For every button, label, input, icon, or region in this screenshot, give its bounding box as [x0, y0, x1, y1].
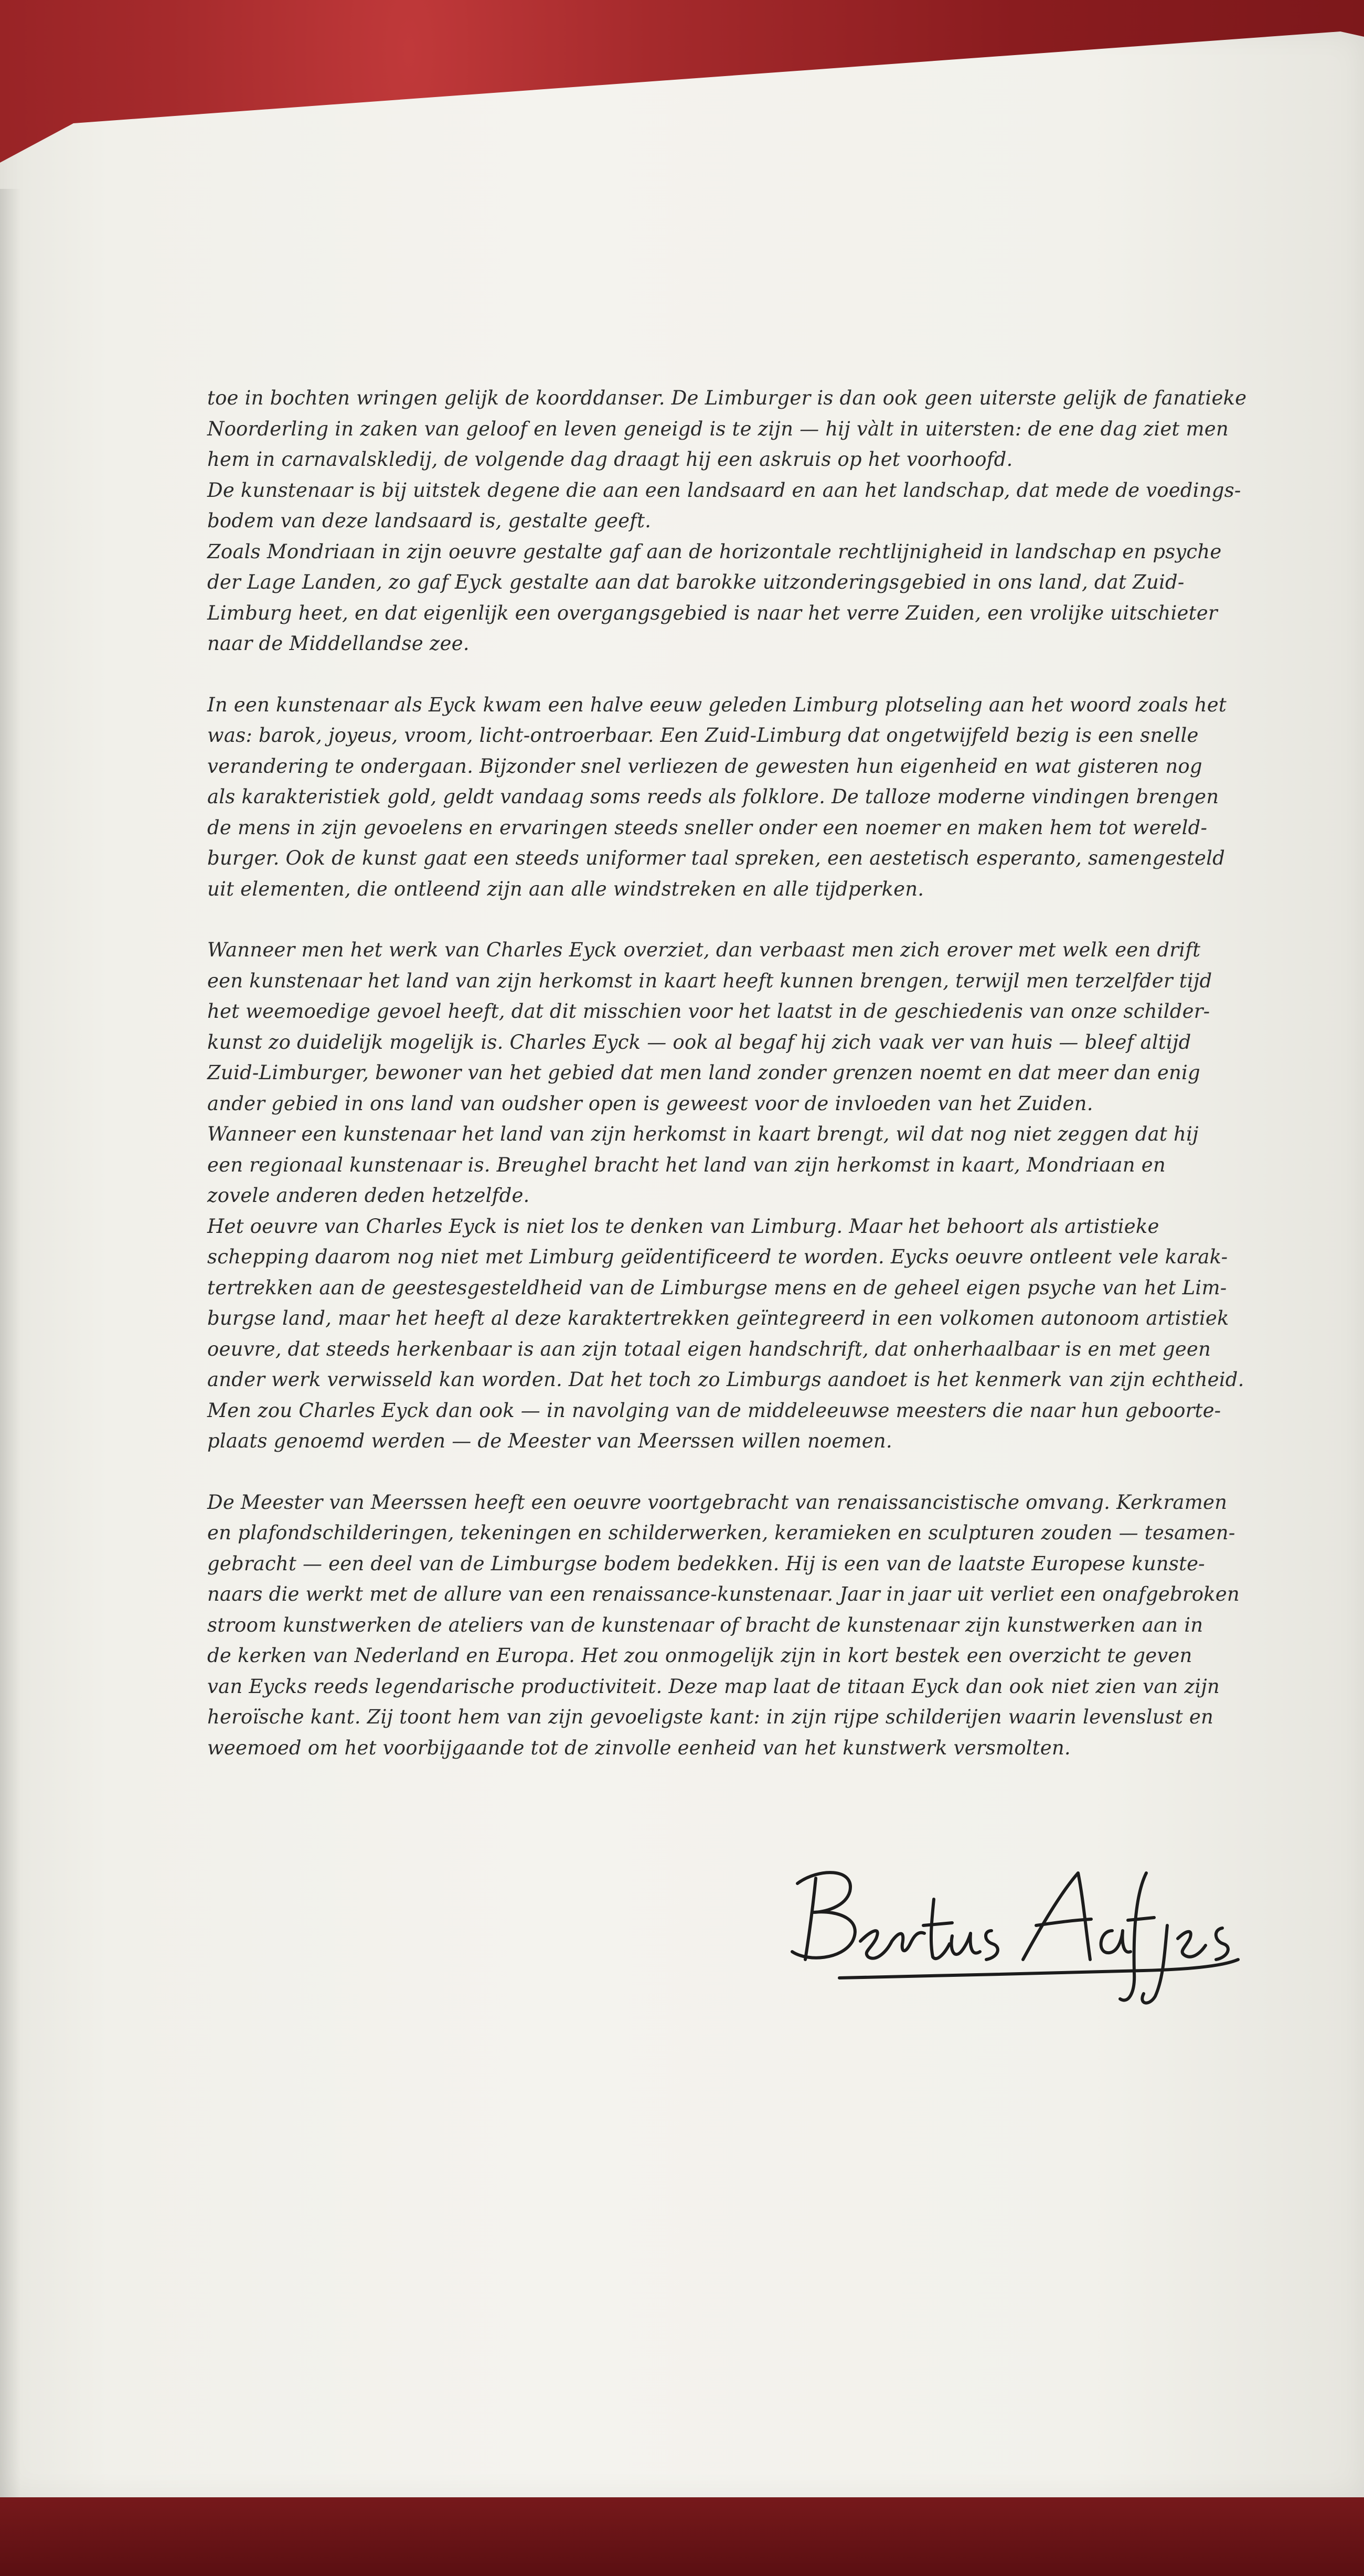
text-line: naar de Middellandse zee.	[207, 632, 470, 655]
text-line: oeuvre, dat steeds herkenbaar is aan zijn totaal eigen handschrift, dat onherhaalbaar is en met geen	[207, 1337, 1211, 1360]
text-line: tertrekken aan de geestesgesteldheid van de Limburgse mens en de geheel eigen psyche van het Lim-	[207, 1276, 1227, 1299]
text-line: kunst zo duidelijk mogelijk is. Charles Eyck — ook al begaf hij zich vaak ver van huis — bleef altijd	[207, 1030, 1191, 1053]
text-line: der Lage Landen, zo gaf Eyck gestalte aan dat barokke uitzonderingsgebied in ons land, dat Zuid-	[207, 571, 1185, 593]
text-line: In een kunstenaar als Eyck kwam een halve eeuw geleden Limburg plotseling aan het woord zoals het	[207, 693, 1227, 716]
text-line: de kerken van Nederland en Europa. Het zou onmogelijk zijn in kort bestek een overzicht te geven	[207, 1644, 1192, 1667]
paragraph-1	[207, 383, 1247, 659]
text-line: De Meester van Meerssen heeft een oeuvre voortgebracht van renaissancistische omvang. Kerkramen	[207, 1491, 1228, 1514]
text-line: Wanneer men het werk van Charles Eyck overziet, dan verbaast men zich erover met welk een drift	[207, 939, 1201, 961]
text-line: de mens in zijn gevoelens en ervaringen steeds sneller onder een noemer en maken hem tot wereld-	[207, 816, 1208, 839]
text-line: hem in carnavalskledij, de volgende dag draagt hij een askruis op het voorhoofd.	[207, 448, 1013, 471]
text-line: De kunstenaar is bij uitstek degene die aan een landsaard en aan het landschap, dat mede de voedings-	[207, 478, 1241, 502]
text-line: het weemoedige gevoel heeft, dat dit misschien voor het laatst in de geschiedenis van onze schilder-	[207, 1000, 1210, 1023]
paragraph-4	[207, 1487, 1240, 1764]
text-line: burgse land, maar het heeft al deze karaktertrekken geïntegreerd in een volkomen autonoom artistiek	[207, 1307, 1229, 1329]
text-line: een kunstenaar het land van zijn herkomst in kaart heeft kunnen brengen, terwijl men terzelfder tijd	[207, 969, 1212, 992]
text-line: Men zou Charles Eyck dan ook — in navolging van de middeleeuwse meesters die naar hun geboorte-	[207, 1399, 1221, 1422]
text-line: Zuid-Limburger, bewoner van het gebied dat men land zonder grenzen noemt en dat meer dan enig	[207, 1061, 1200, 1084]
text-line: schepping daarom nog niet met Limburg geïdentificeerd te worden. Eycks oeuvre ontleent vele karak-	[207, 1246, 1228, 1268]
text-line: Noorderling in zaken van geloof en leven geneigd is te zijn — hij vàlt in uitersten: de ene dag ziet men	[207, 417, 1229, 440]
text-line: Limburg heet, en dat eigenlijk een overgangsgebied is naar het verre Zuiden, een vrolijke uitschieter	[207, 601, 1218, 624]
text-line: naars die werkt met de allure van een renaissance-kunstenaar. Jaar in jaar uit verliet een onafgebroken	[207, 1583, 1240, 1605]
text-line: ander werk verwisseld kan worden. Dat het toch zo Limburgs aandoet is het kenmerk van zijn echtheid.	[207, 1368, 1244, 1391]
text-line: ander gebied in ons land van oudsher open is geweest voor de invloeden van het Zuiden.	[207, 1092, 1093, 1115]
text-line: Wanneer een kunstenaar het land van zijn herkomst in kaart brengt, wil dat nog niet zeggen dat hij	[207, 1123, 1199, 1145]
body-text	[207, 383, 1247, 1794]
text-line: gebracht — een deel van de Limburgse bodem bedekken. Hij is een van de laatste Europese kunste-	[207, 1552, 1205, 1575]
signature-bertus-aafjes	[776, 1852, 1249, 2020]
text-line: weemoed om het voorbijgaande tot de zinvolle eenheid van het kunstwerk versmolten.	[207, 1736, 1071, 1759]
text-line: uit elementen, die ontleend zijn aan alle windstreken en alle tijdperken.	[207, 877, 924, 900]
text-line: Zoals Mondriaan in zijn oeuvre gestalte gaf aan de horizontale rechtlijnigheid in landschap en psyche	[207, 540, 1222, 563]
text-line: verandering te ondergaan. Bijzonder snel verliezen de gewesten hun eigenheid en wat gisteren nog	[207, 754, 1202, 778]
text-line: heroïsche kant. Zij toont hem van zijn gevoeligste kant: in zijn rijpe schilderijen waarin levenslust en	[207, 1706, 1213, 1728]
text-line: stroom kunstwerken de ateliers van de kunstenaar of bracht de kunstenaar zijn kunstwerken aan in	[207, 1613, 1203, 1636]
text-line: een regionaal kunstenaar is. Breughel bracht het land van zijn herkomst in kaart, Mondriaan en	[207, 1153, 1166, 1176]
text-line: Het oeuvre van Charles Eyck is niet los te denken van Limburg. Maar het behoort als artistieke	[207, 1215, 1159, 1238]
text-line: en plafondschilderingen, tekeningen en schilderwerken, keramieken en sculpturen zouden — tesamen-	[207, 1521, 1235, 1544]
text-line: zovele anderen deden hetzelfde.	[207, 1184, 530, 1207]
text-line: van Eycks reeds legendarische productiviteit. Deze map laat de titaan Eyck dan ook niet zien van zijn	[207, 1675, 1220, 1698]
text-line: plaats genoemd werden — de Meester van Meerssen willen noemen.	[207, 1430, 892, 1452]
text-line: was: barok, joyeus, vroom, licht-ontroerbaar. Een Zuid-Limburg dat ongetwijfeld bezig is een snelle	[207, 724, 1199, 747]
page-shadow-edge	[0, 189, 21, 2529]
text-line: burger. Ook de kunst gaat een steeds uniformer taal spreken, een aestetisch esperanto, samengesteld	[207, 847, 1226, 869]
text-line: toe in bochten wringen gelijk de koorddanser. De Limburger is dan ook geen uiterste gelijk de fanatieke	[207, 387, 1247, 409]
paragraph-2	[207, 690, 1235, 905]
text-line: bodem van deze landsaard is, gestalte geeft.	[207, 509, 652, 532]
paragraph-3	[207, 935, 1244, 1457]
text-line: als karakteristiek gold, geldt vandaag soms reeds als folklore. De talloze moderne vindingen brengen	[207, 785, 1219, 808]
